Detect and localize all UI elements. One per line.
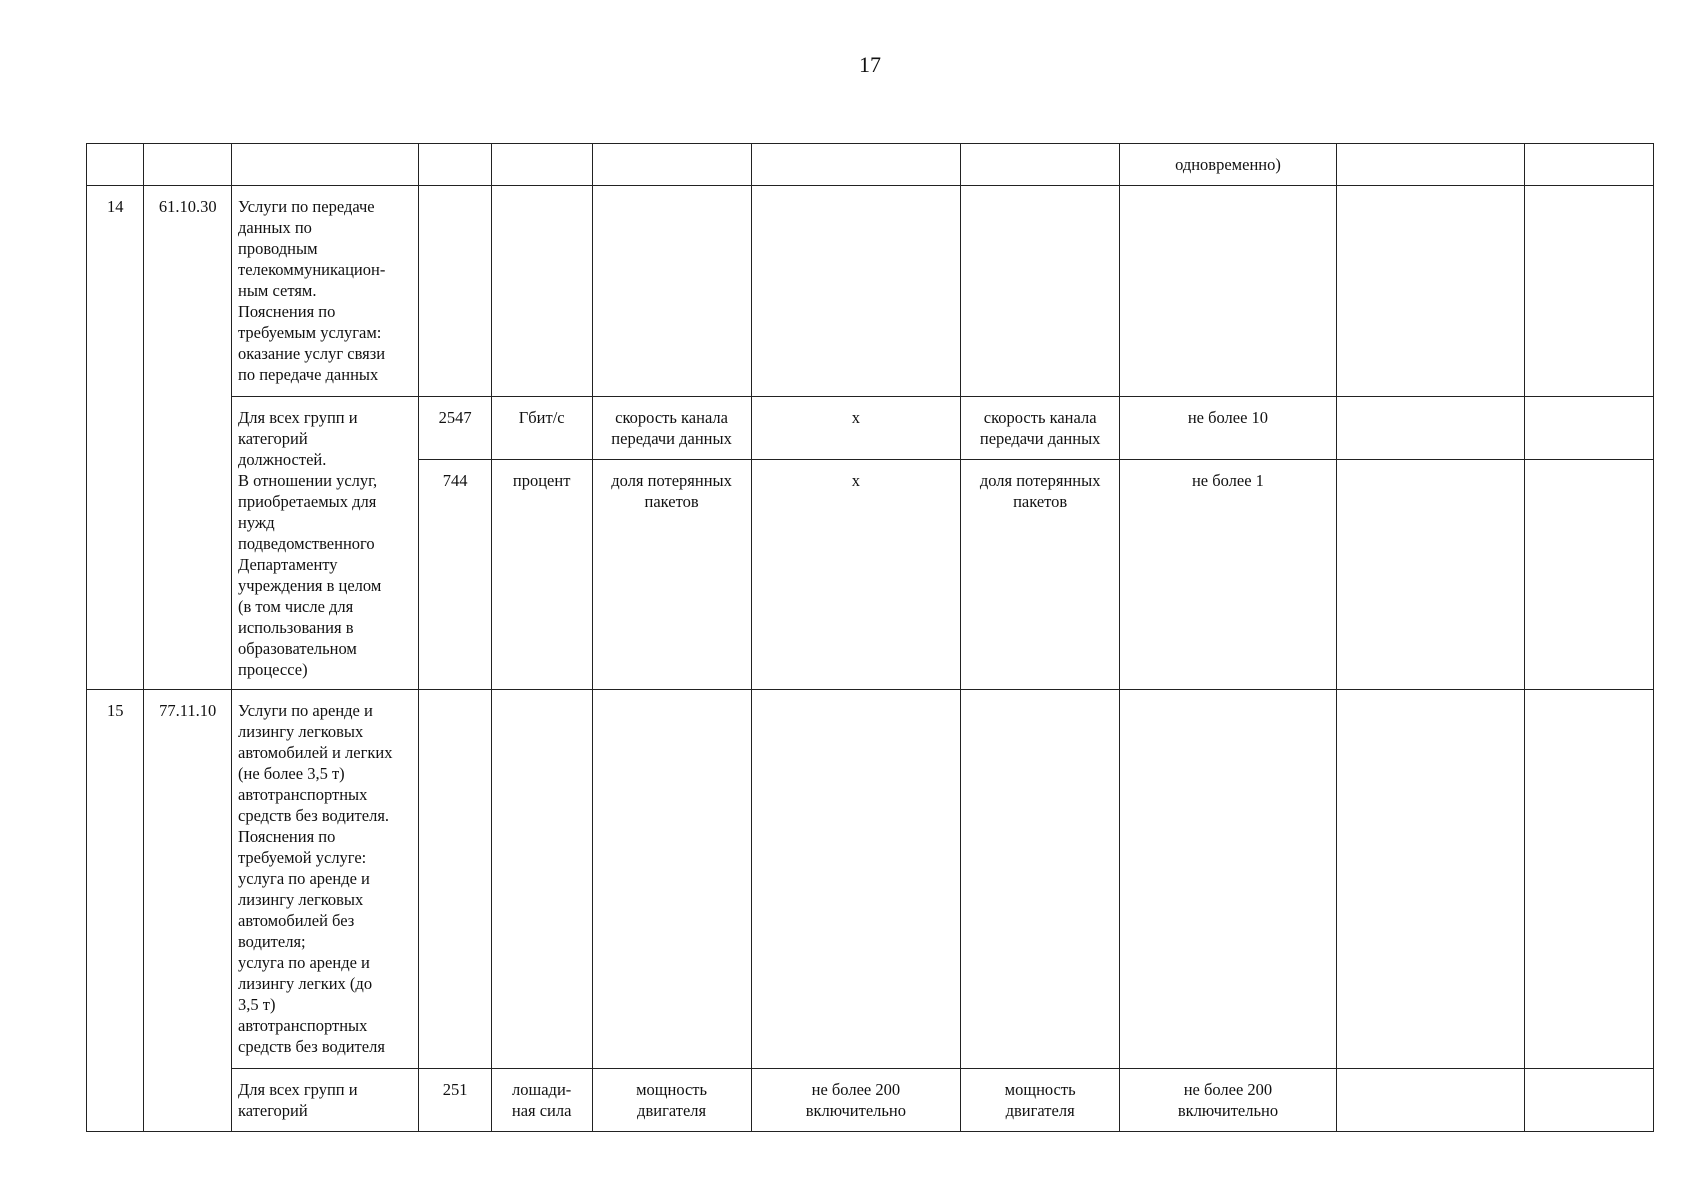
cell-approved-value: x <box>751 460 960 690</box>
cell-row-number: 15 <box>87 690 144 1132</box>
cell-empty <box>592 186 751 397</box>
cell-empty <box>144 144 232 186</box>
cell-characteristic: мощность двигателя <box>592 1069 751 1132</box>
cell-characteristic: мощность двигателя <box>961 1069 1120 1132</box>
cell-empty <box>1525 144 1654 186</box>
cell-empty <box>1336 397 1524 460</box>
cell-okei-code: 744 <box>419 460 492 690</box>
cell-characteristic: скорость канала передачи данных <box>961 397 1120 460</box>
cell-empty <box>751 690 960 1069</box>
cell-characteristic: скорость канала передачи данных <box>592 397 751 460</box>
cell-characteristic: доля потерянных пакетов <box>592 460 751 690</box>
cell-empty <box>592 144 751 186</box>
table-subrow <box>87 397 1654 460</box>
table-row-14 <box>87 186 1654 397</box>
cell-unit: лошади- ная сила <box>491 1069 592 1132</box>
table-row-15 <box>87 690 1654 1069</box>
cell-empty <box>1525 690 1654 1069</box>
cell-okei-code: 2547 <box>419 397 492 460</box>
cell-empty <box>751 144 960 186</box>
cell-empty <box>961 144 1120 186</box>
cell-value: не более 1 <box>1120 460 1337 690</box>
cell-empty <box>1336 186 1524 397</box>
cell-item-name: Услуги по аренде и лизингу легковых автомобилей и легких (не более 3,5 т) автотранспортных средств без водителя. Пояснения по требуемой услуге: услуга по аренде и лизингу легковых автомобилей без водителя; услуга по аренде и лизингу легких (до 3,5 т) автотранспортных средств без водителя <box>232 690 419 1069</box>
cell-empty <box>1525 186 1654 397</box>
page-number: 17 <box>859 52 881 77</box>
cell-approved-value: не более 200 включительно <box>751 1069 960 1132</box>
cell-empty <box>1120 690 1337 1069</box>
cell-requirement-value: одновременно) <box>1120 144 1337 186</box>
cell-empty <box>419 144 492 186</box>
cell-empty <box>491 690 592 1069</box>
cell-unit: Гбит/с <box>491 397 592 460</box>
table-subrow <box>87 1069 1654 1132</box>
table-row-continuation <box>87 144 1654 186</box>
cell-empty <box>419 186 492 397</box>
cell-empty <box>1525 460 1654 690</box>
cell-value: не более 10 <box>1120 397 1337 460</box>
cell-characteristic: доля потерянных пакетов <box>961 460 1120 690</box>
cell-empty <box>1120 186 1337 397</box>
cell-empty <box>1336 690 1524 1069</box>
cell-empty <box>87 144 144 186</box>
cell-empty <box>491 144 592 186</box>
cell-empty <box>751 186 960 397</box>
cell-empty <box>961 186 1120 397</box>
cell-approved-value: x <box>751 397 960 460</box>
cell-empty <box>1525 1069 1654 1132</box>
cell-empty <box>1336 1069 1524 1132</box>
cell-item-name: Услуги по передаче данных по проводным телекоммуникацион- ным сетям. Пояснения по требуемым услугам: оказание услуг связи по передаче данных <box>232 186 419 397</box>
cell-value: не более 200 включительно <box>1120 1069 1337 1132</box>
cell-unit: процент <box>491 460 592 690</box>
cell-empty <box>592 690 751 1069</box>
cell-okpd2-code: 61.10.30 <box>144 186 232 690</box>
cell-okpd2-code: 77.11.10 <box>144 690 232 1132</box>
cell-empty <box>1336 460 1524 690</box>
cell-okei-code: 251 <box>419 1069 492 1132</box>
cell-empty <box>961 690 1120 1069</box>
cell-position-group: Для всех групп и категорий должностей. В отношении услуг, приобретаемых для нужд подведомственного Департаменту учреждения в целом (в том числе для использования в образовательном процессе) <box>232 397 419 690</box>
cell-empty <box>1525 397 1654 460</box>
cell-empty <box>232 144 419 186</box>
cell-empty <box>1336 144 1524 186</box>
cell-position-group: Для всех групп и категорий <box>232 1069 419 1132</box>
cell-empty <box>491 186 592 397</box>
cell-empty <box>419 690 492 1069</box>
cell-row-number: 14 <box>87 186 144 690</box>
specification-table <box>86 143 1654 1132</box>
